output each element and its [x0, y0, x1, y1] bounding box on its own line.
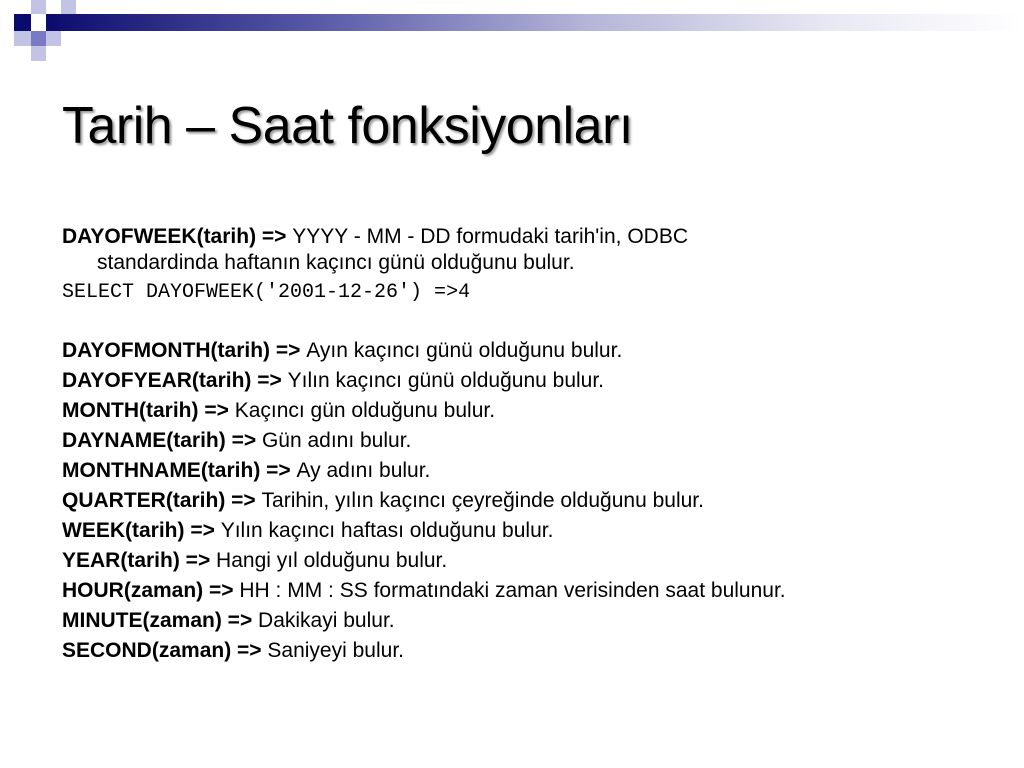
- function-name: WEEK(tarih): [62, 519, 185, 542]
- header-gradient-band: [46, 14, 1024, 31]
- function-desc-continued: standardinda haftanın kaçıncı günü olduğunu bulur.: [97, 251, 575, 274]
- decor-square-7: [61, 0, 76, 14]
- arrow: =>: [256, 225, 293, 248]
- function-item: [62, 516, 982, 546]
- function-desc: Ay adını bulur.: [296, 459, 431, 482]
- arrow: =>: [203, 579, 240, 602]
- function-desc: Saniyeyi bulur.: [267, 639, 404, 662]
- arrow: =>: [179, 549, 217, 572]
- arrow: =>: [251, 369, 288, 392]
- arrow: =>: [184, 519, 221, 542]
- function-desc: Kaçıncı gün olduğunu bulur.: [234, 399, 496, 422]
- function-desc: Yılın kaçıncı günü olduğunu bulur.: [287, 369, 605, 392]
- code-example: SELECT DAYOFWEEK('2001-12-26') =>4: [62, 281, 471, 304]
- function-item: [62, 366, 982, 396]
- function-item: [62, 606, 982, 636]
- decor-square-3: [14, 31, 31, 46]
- decor-square-5: [46, 31, 61, 46]
- function-list: [62, 336, 982, 666]
- function-item: [62, 456, 982, 486]
- function-item: [62, 636, 982, 666]
- function-item: [62, 426, 982, 456]
- function-item: [62, 546, 982, 576]
- function-desc: YYYY - MM - DD formudaki tarih'in, ODBC: [292, 225, 688, 248]
- decor-square-1: [14, 14, 31, 31]
- function-item-dayofweek: [62, 224, 982, 250]
- decor-square-4: [31, 31, 46, 46]
- decor-square-6: [31, 46, 46, 61]
- function-item: [62, 576, 982, 606]
- arrow: =>: [270, 339, 307, 362]
- function-item: [62, 486, 982, 516]
- function-name: DAYOFWEEK(tarih): [62, 225, 257, 248]
- arrow: =>: [231, 639, 268, 662]
- function-name: HOUR(zaman): [62, 579, 204, 602]
- function-name: DAYNAME(tarih): [62, 429, 226, 452]
- slide-body: [62, 224, 982, 666]
- slide-title: Tarih – Saat fonksiyonları: [62, 97, 633, 155]
- function-name: DAYOFYEAR(tarih): [62, 369, 252, 392]
- function-name: MONTH(tarih): [62, 399, 199, 422]
- arrow: =>: [260, 459, 297, 482]
- arrow: =>: [198, 399, 235, 422]
- function-name: QUARTER(tarih): [62, 489, 226, 512]
- function-desc: HH : MM : SS formatındaki zaman verisinden saat bulunur.: [239, 579, 786, 602]
- function-desc: Tarihin, yılın kaçıncı çeyreğinde olduğunu bulur.: [261, 489, 704, 512]
- arrow: =>: [225, 429, 262, 452]
- spacer: [62, 308, 982, 336]
- function-name: DAYOFMONTH(tarih): [62, 339, 271, 362]
- function-desc: Hangi yıl olduğunu bulur.: [216, 549, 448, 572]
- function-name: SECOND(zaman): [62, 639, 232, 662]
- function-name: YEAR(tarih): [62, 549, 180, 572]
- function-name: MONTHNAME(tarih): [62, 459, 261, 482]
- function-item: [62, 396, 982, 426]
- function-name: MINUTE(zaman): [62, 609, 222, 632]
- function-desc: Ayın kaçıncı günü olduğunu bulur.: [306, 339, 623, 362]
- function-desc: Gün adını bulur.: [261, 429, 412, 452]
- arrow: =>: [221, 609, 259, 632]
- arrow: =>: [225, 489, 262, 512]
- function-desc: Yılın kaçıncı haftası olduğunu bulur.: [220, 519, 554, 542]
- function-item: [62, 336, 982, 366]
- function-desc: Dakikayi bulur.: [258, 609, 395, 632]
- decor-square-2: [31, 0, 46, 14]
